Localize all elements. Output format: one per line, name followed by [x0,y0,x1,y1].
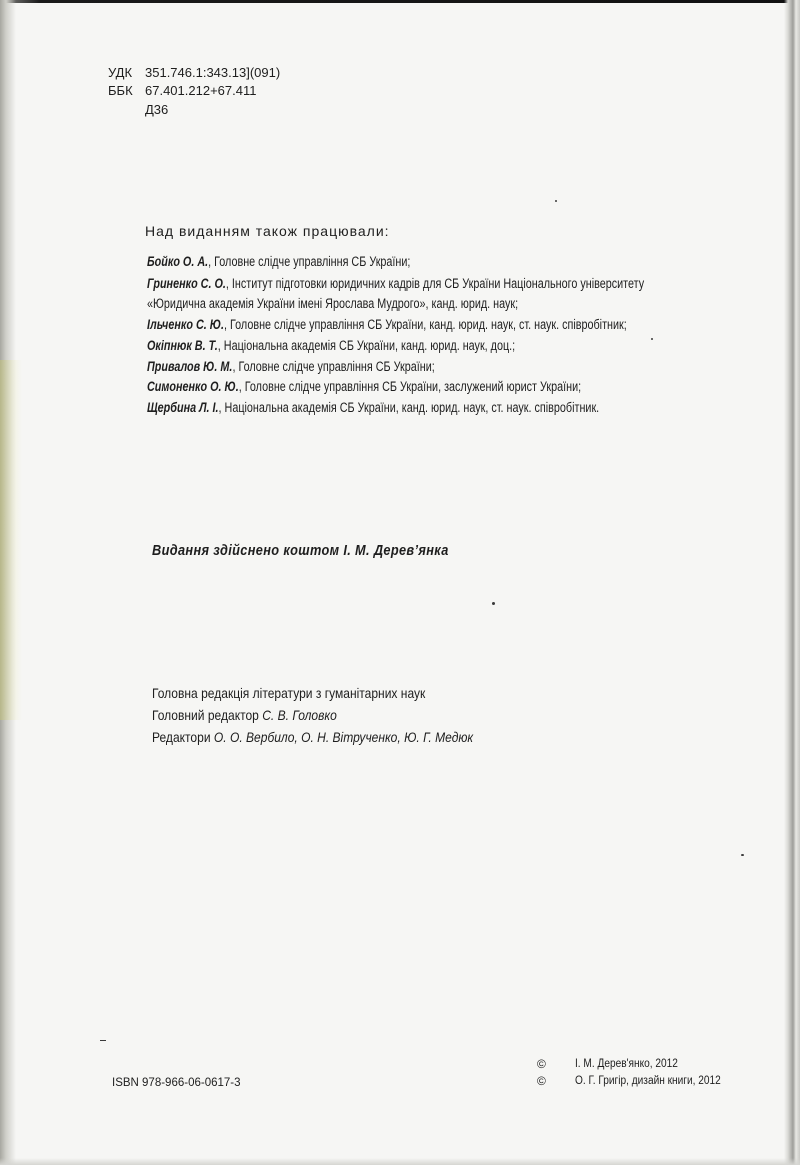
scan-bottom-edge [0,1158,800,1165]
contributor-name: Ільченко С. Ю. [147,317,225,332]
contributor-details: , Головне слідче управління СБ України, заслужений юрист України; [238,379,582,394]
editorial-office: Головна редакція літератури з гуманітарних наук [152,685,426,701]
scan-speck [492,602,495,605]
scan-right-edge [784,0,800,1165]
bbk-label: ББК [108,83,133,98]
copyright-icon: © [537,1057,546,1071]
contributor-entry [147,338,515,354]
chief-editor-name: С. В. Головко [262,707,337,723]
isbn: ISBN 978-966-06-0617-3 [112,1077,241,1089]
funding-note: Видання здійснено коштом І. М. Дерев’янка [152,543,449,559]
scan-top-edge [0,0,800,3]
contributor-entry [147,254,410,270]
author-mark: Д36 [145,102,169,117]
contributor-details: , Національна академія СБ України, канд. юрид. наук, доц.; [217,338,516,353]
chief-editor-label: Головний редактор [152,707,259,723]
contributor-entry [147,379,581,395]
contributor-entry [147,359,435,375]
contributor-details: , Інститут підготовки юридичних кадрів для СБ України Національного університету [225,276,645,291]
contributor-name: Щербина Л. І. [147,400,219,415]
scan-speck [741,854,744,856]
scan-speck [100,1040,106,1041]
bbk-code: 67.401.212+67.411 [145,83,257,98]
contributor-name: Бойко О. А. [147,254,209,269]
contributors-heading: Над виданням також працювали: [145,223,390,239]
contributor-details: , Головне слідче управління СБ України; [208,254,411,269]
editors-line [152,729,473,745]
chief-editor-line [152,707,337,723]
contributor-name: Привалов Ю. М. [147,359,233,374]
scan-speck [555,200,557,202]
editors-names: О. О. Вербило, О. Н. Вітрученко, Ю. Г. Медюк [213,729,474,745]
udk-code: 351.746.1:343.13](091) [145,65,281,80]
contributor-entry [147,276,644,292]
editors-label: Редактори [152,729,211,745]
contributor-details-continued: «Юридична академія України імені Ярослава Мудрого», канд. юрид. наук; [147,296,519,311]
scan-speck [651,338,653,340]
udk-label: УДК [108,65,133,80]
contributor-name: Гриненко С. О. [147,276,226,291]
contributor-entry [147,400,599,416]
contributor-details: , Головне слідче управління СБ України, канд. юрид. наук, ст. наук. співробітник; [224,317,627,332]
scan-left-tint [0,360,22,720]
copyright-icon: © [537,1074,546,1088]
contributor-entry [147,317,627,333]
contributor-details: , Головне слідче управління СБ України; [232,359,435,374]
copyright-holder: О. Г. Григір, дизайн книги, 2012 [575,1075,721,1087]
contributor-name: Симоненко О. Ю. [147,379,239,394]
contributor-details: , Національна академія СБ України, канд. юрид. наук, ст. наук. співробітник. [218,400,600,415]
copyright-holder: І. М. Дерев'янко, 2012 [575,1058,678,1070]
contributor-name: Окіпнюк В. Т. [147,338,218,353]
